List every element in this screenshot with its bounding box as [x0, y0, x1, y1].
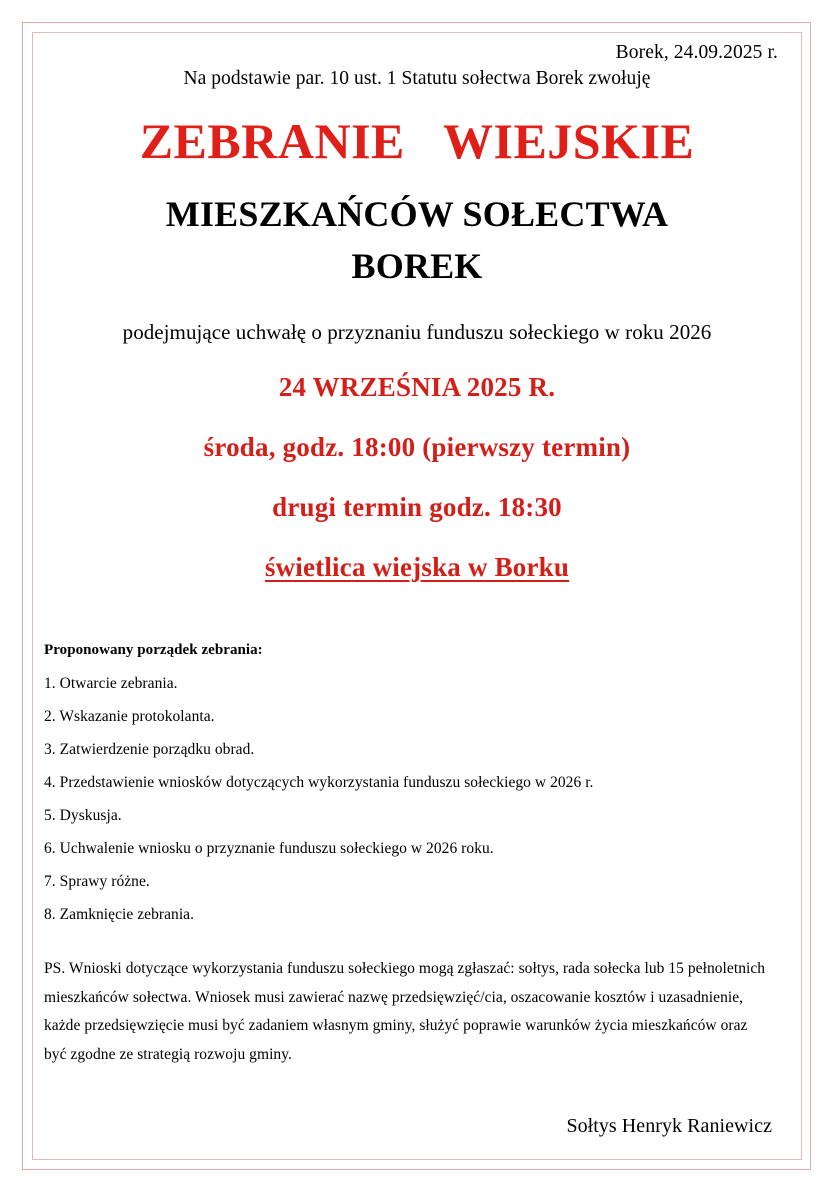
- list-item: 7. Sprawy różne.: [44, 873, 150, 890]
- subtitle: [42, 188, 792, 292]
- subtitle-line-2: BOREK: [351, 246, 483, 286]
- postscript-text: PS. Wnioski dotyczące wykorzystania funduszu sołeckiego mogą zgłaszać: sołtys, rada sołecka lub 15 pełnoletnich mieszkańców sołectwa. Wniosek musi zawierać nazwę przedsięwzięć/cia, oszacowanie kosztów i uzasadnienie, każde przedsięwzięcie musi być zadaniem własnym gminy, służyć poprawie warunków życia mieszkańców oraz być zgodne ze strategią rozwoju gminy.: [44, 960, 766, 1063]
- list-item: 1. Otwarcie zebrania.: [44, 675, 178, 692]
- agenda-section: [42, 640, 792, 925]
- list-item: 3. Zatwierdzenie porządku obrad.: [44, 741, 255, 758]
- legal-basis-line: Na podstawie par. 10 ust. 1 Statutu sołectwa Borek zwołuję: [183, 68, 651, 89]
- agenda-list: [44, 674, 792, 925]
- page-title: ZEBRANIE WIEJSKIE: [139, 113, 695, 169]
- meeting-purpose: podejmujące uchwałę o przyznaniu funduszu sołeckiego w roku 2026: [122, 320, 712, 344]
- place-and-date: Borek, 24.09.2025 r.: [615, 42, 778, 63]
- meeting-second-term: drugi termin godz. 18:30: [272, 492, 562, 522]
- list-item: 4. Przedstawienie wniosków dotyczących wykorzystania funduszu sołeckiego w 2026 r.: [44, 774, 594, 791]
- meeting-date: 24 WRZEŚNIA 2025 R.: [278, 372, 556, 402]
- poster-content: [38, 38, 796, 1154]
- subtitle-line-1: MIESZKAŃCÓW SOŁECTWA: [165, 194, 669, 234]
- list-item: 5. Dyskusja.: [44, 807, 122, 824]
- list-item: 6. Uchwalenie wniosku o przyznanie funduszu sołeckiego w 2026 roku.: [44, 840, 494, 857]
- list-item: 8. Zamknięcie zebrania.: [44, 906, 195, 923]
- meeting-venue: świetlica wiejska w Borku: [264, 552, 570, 582]
- meeting-first-term: środa, godz. 18:00 (pierwszy termin): [203, 432, 631, 462]
- signature-line: Sołtys Henryk Raniewicz: [566, 1115, 772, 1137]
- list-item: 2. Wskazanie protokolanta.: [44, 708, 215, 725]
- agenda-heading: Proponowany porządek zebrania:: [44, 642, 263, 658]
- postscript-section: [42, 955, 792, 1069]
